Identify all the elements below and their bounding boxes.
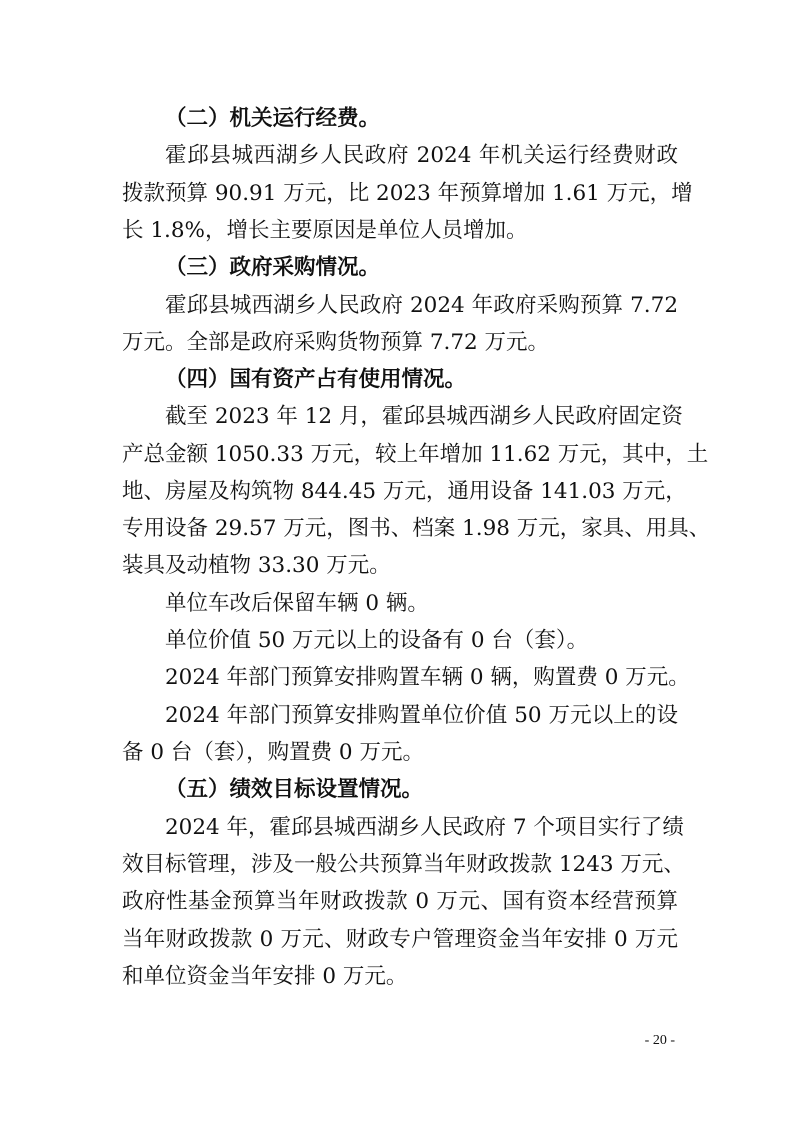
section-heading-state-assets: （四）国有资产占有使用情况。 <box>165 367 467 392</box>
paragraph-equipment: 单位价值 50 万元以上的设备有 0 台（套）。 <box>165 628 589 653</box>
section-heading-procurement: （三）政府采购情况。 <box>165 255 381 280</box>
paragraph-line: 专用设备 29.57 万元，图书、档案 1.98 万元，家具、用具、 <box>122 516 711 541</box>
section-heading-performance-goals: （五）绩效目标设置情况。 <box>165 777 424 802</box>
paragraph-line: 霍邱县城西湖乡人民政府 2024 年政府采购预算 7.72 <box>165 293 678 318</box>
paragraph-line: 2024 年，霍邱县城西湖乡人民政府 7 个项目实行了绩 <box>165 815 684 840</box>
paragraph-line: 效目标管理，涉及一般公共预算当年财政拨款 1243 万元、 <box>122 852 685 877</box>
page-number: - 20 - <box>644 1033 675 1048</box>
paragraph-purchase-vehicles: 2024 年部门预算安排购置车辆 0 辆，购置费 0 万元。 <box>165 665 690 690</box>
paragraph-line: 地、房屋及构筑物 844.45 万元，通用设备 141.03 万元， <box>122 479 687 504</box>
paragraph-line: 备 0 台（套），购置费 0 万元。 <box>122 740 424 765</box>
paragraph-line: 长 1.8%，增长主要原因是单位人员增加。 <box>122 218 528 243</box>
paragraph-line: 拨款预算 90.91 万元，比 2023 年预算增加 1.61 万元，增 <box>122 181 693 206</box>
paragraph-line: 产总金额 1050.33 万元，较上年增加 11.62 万元，其中，土 <box>122 442 709 467</box>
paragraph-line: 和单位资金当年安排 0 万元。 <box>122 964 408 989</box>
paragraph-line: 2024 年部门预算安排购置单位价值 50 万元以上的设 <box>165 703 678 728</box>
paragraph-line: 截至 2023 年 12 月，霍邱县城西湖乡人民政府固定资 <box>165 404 683 429</box>
paragraph-line: 万元。全部是政府采购货物预算 7.72 万元。 <box>122 330 550 355</box>
paragraph-line: 装具及动植物 33.30 万元。 <box>122 553 391 578</box>
paragraph-line: 霍邱县城西湖乡人民政府 2024 年机关运行经费财政 <box>165 143 678 168</box>
paragraph-vehicles: 单位车改后保留车辆 0 辆。 <box>165 591 429 616</box>
paragraph-line: 政府性基金预算当年财政拨款 0 万元、国有资本经营预算 <box>122 889 678 914</box>
section-heading-operating-costs: （二）机关运行经费。 <box>165 106 381 131</box>
paragraph-line: 当年财政拨款 0 万元、财政专户管理资金当年安排 0 万元 <box>122 927 678 952</box>
